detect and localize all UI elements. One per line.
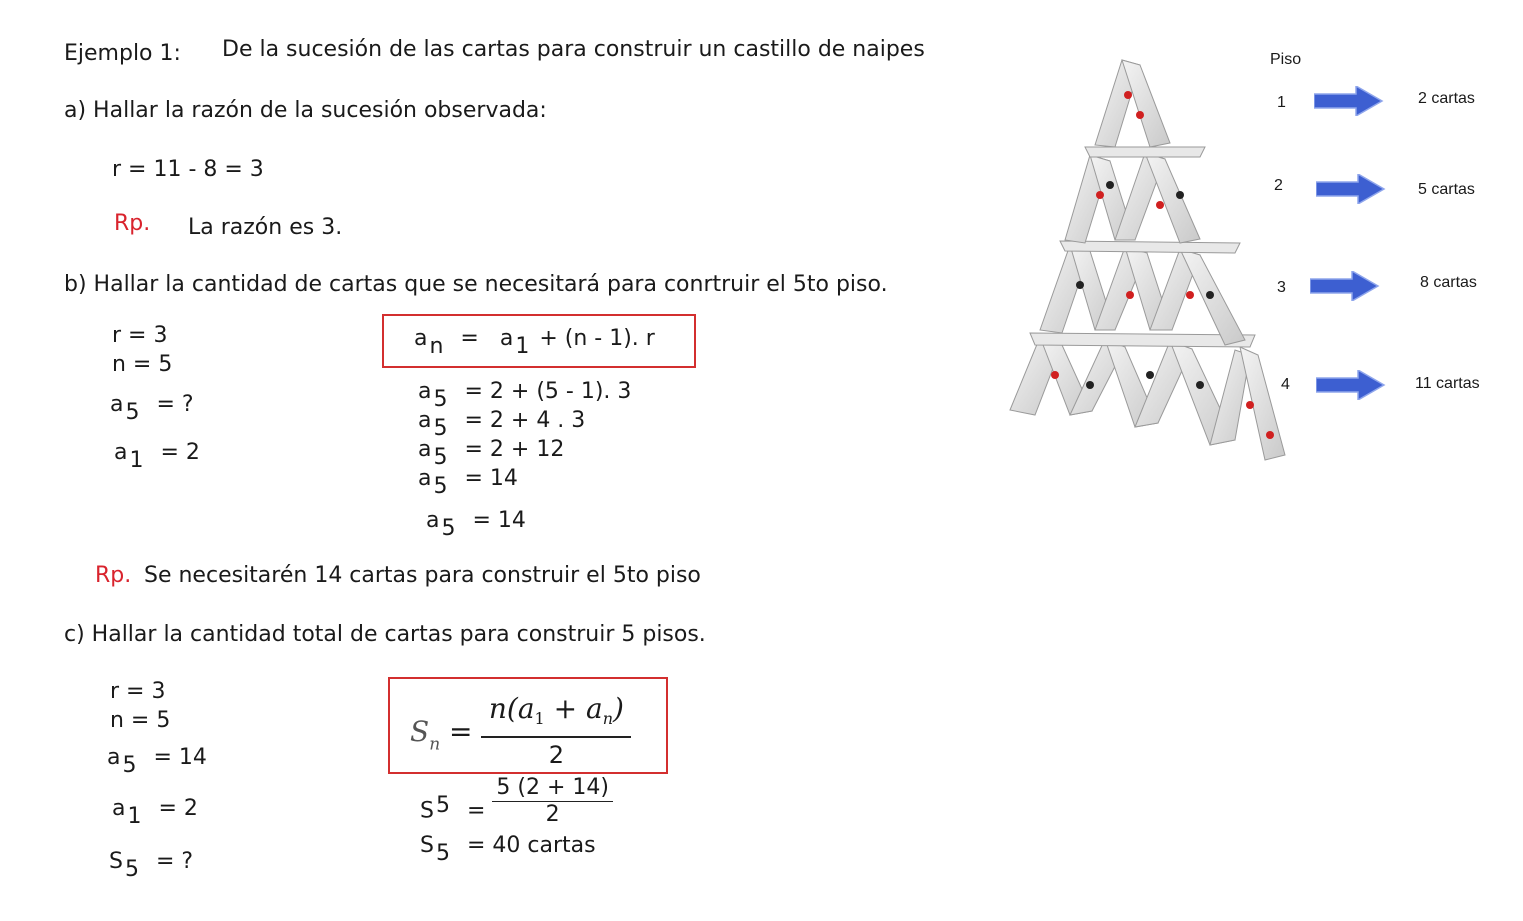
part-c-formula: $S_n$ = $\frac{n(a_1 + a_n)}{2}$ bbox=[410, 692, 631, 772]
part-b-formula: an = a1 + (n - 1). r bbox=[414, 326, 655, 359]
example-label: Ejemplo 1: bbox=[64, 41, 181, 66]
floor-2-cards: 5 cartas bbox=[1418, 181, 1475, 198]
arrow-right-icon bbox=[1314, 86, 1384, 116]
part-b-answer: Se necesitarén 14 cartas para construir el 5to piso bbox=[144, 563, 701, 588]
part-b-given-n: n = 5 bbox=[112, 352, 173, 377]
part-a-rp-label: Rp. bbox=[114, 211, 151, 236]
arrow-right-icon bbox=[1316, 370, 1386, 400]
part-b-step-1: a5 = 2 + (5 - 1). 3 bbox=[418, 379, 632, 412]
part-b-rp-label: Rp. bbox=[95, 563, 132, 588]
part-c-given-a5: a5 = 14 bbox=[107, 745, 207, 778]
part-c-step-2: S5 = 40 cartas bbox=[420, 833, 596, 866]
part-b-step-4: a5 = 14 bbox=[418, 466, 518, 499]
part-b-step-3: a5 = 2 + 12 bbox=[418, 437, 565, 470]
floor-1-number: 1 bbox=[1277, 94, 1286, 111]
part-b-given-a1: a1 = 2 bbox=[114, 440, 200, 473]
part-c-given-a1: a1 = 2 bbox=[112, 796, 198, 829]
part-a-calc: r = 11 - 8 = 3 bbox=[112, 157, 264, 182]
floor-1-cards: 2 cartas bbox=[1418, 90, 1475, 107]
castle-level-1 bbox=[1095, 60, 1170, 147]
part-c-given-s5: S5 = ? bbox=[109, 849, 194, 882]
part-c-given-r: r = 3 bbox=[110, 679, 166, 704]
part-b-step-5: a5 = 14 bbox=[426, 508, 526, 541]
part-b-given-a5: a5 = ? bbox=[110, 392, 194, 425]
part-b-step-2: a5 = 2 + 4 . 3 bbox=[418, 408, 586, 441]
part-b-given-r: r = 3 bbox=[112, 323, 168, 348]
castle-level-3 bbox=[1040, 241, 1245, 345]
castle-level-4 bbox=[1010, 333, 1285, 460]
floor-3-number: 3 bbox=[1277, 279, 1286, 296]
part-a-answer: La razón es 3. bbox=[188, 215, 343, 240]
arrow-right-icon bbox=[1310, 271, 1380, 301]
floor-header: Piso bbox=[1270, 51, 1302, 68]
floor-4-cards: 11 cartas bbox=[1415, 375, 1480, 392]
card-castle-image bbox=[1000, 55, 1320, 467]
example-title: De la sucesión de las cartas para construir un castillo de naipes bbox=[222, 37, 925, 62]
part-c-step-1: S5 = $\frac{5 (2 + 14)}{2}$ bbox=[420, 775, 613, 828]
arrow-right-icon bbox=[1316, 174, 1386, 204]
floor-3-cards: 8 cartas bbox=[1420, 274, 1477, 291]
part-c-given-n: n = 5 bbox=[110, 708, 171, 733]
part-c-question: c) Hallar la cantidad total de cartas para construir 5 pisos. bbox=[64, 622, 706, 647]
part-a-question: a) Hallar la razón de la sucesión observada: bbox=[64, 98, 547, 123]
floor-4-number: 4 bbox=[1281, 376, 1290, 393]
floor-2-number: 2 bbox=[1274, 177, 1283, 194]
part-b-question: b) Hallar la cantidad de cartas que se necesitará para conrtruir el 5to piso. bbox=[64, 272, 888, 297]
